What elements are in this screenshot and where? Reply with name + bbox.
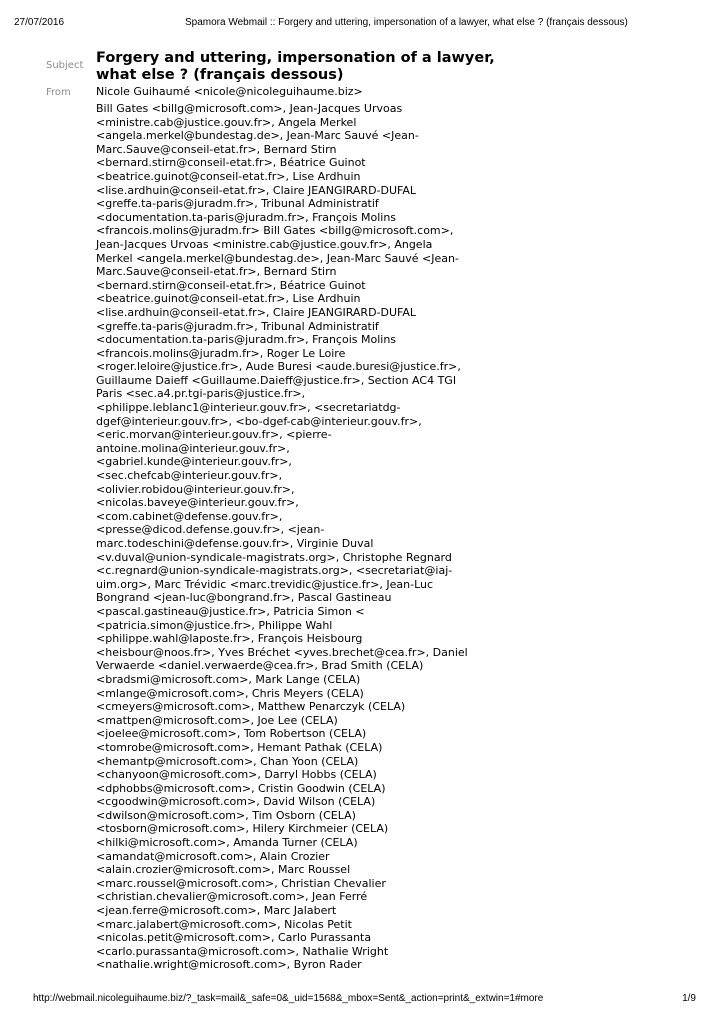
recipient-line: <christian.chevalier@microsoft.com>, Jean Ferré: [96, 890, 368, 904]
recipient-line: <patricia.simon@justice.fr>, Philippe Wahl: [96, 618, 333, 632]
recipient-line: <tosborn@microsoft.com>, Hilery Kirchmeier (CELA): [96, 822, 389, 836]
recipient-line: <gabriel.kunde@interieur.gouv.fr>,: [96, 455, 292, 469]
recipient-list: [96, 102, 476, 972]
print-footer: [33, 993, 696, 1007]
recipient-line: <documentation.ta-paris@juradm.fr>, François Molins: [96, 333, 397, 347]
recipient-line: <v.duval@union-syndicale-magistrats.org>, Christophe Regnard: [96, 550, 452, 564]
recipient-line: <tomrobe@microsoft.com>, Hemant Pathak (CELA): [96, 740, 383, 754]
recipient-line: <c.regnard@union-syndicale-magistrats.org>, <secretariat@iaj-: [96, 564, 453, 578]
recipient-line: <joelee@microsoft.com>, Tom Robertson (CELA): [96, 727, 367, 741]
recipient-line: Marc.Sauve@conseil-etat.fr>, Bernard Stirn: [96, 265, 337, 279]
recipient-line: <chanyoon@microsoft.com>, Darryl Hobbs (CELA): [96, 768, 377, 782]
recipient-line: <carlo.purassanta@microsoft.com>, Nathalie Wright: [96, 944, 389, 958]
recipient-line: Verwaerde <daniel.verwaerde@cea.fr>, Brad Smith (CELA): [96, 659, 424, 673]
recipient-line: <angela.merkel@bundestag.de>, Jean-Marc Sauvé <Jean-: [96, 129, 419, 143]
recipient-line: <mattpen@microsoft.com>, Joe Lee (CELA): [96, 713, 338, 727]
sender-address: Nicole Guihaumé <nicole@nicoleguihaume.biz>: [96, 85, 363, 98]
print-page-title: Spamora Webmail :: Forgery and uttering, impersonation of a lawyer, what else ? (français dessous): [185, 17, 628, 28]
recipient-line: <cmeyers@microsoft.com>, Matthew Penarczyk (CELA): [96, 700, 406, 714]
recipient-line: <francois.molins@juradm.fr>, Roger Le Loire: [96, 346, 346, 360]
recipient-line: <greffe.ta-paris@juradm.fr>, Tribunal Administratif: [96, 197, 379, 211]
recipient-line: <eric.morvan@interieur.gouv.fr>, <pierre-: [96, 428, 332, 442]
print-date: 27/07/2016: [14, 17, 65, 28]
recipient-line: <beatrice.guinot@conseil-etat.fr>, Lise Ardhuin: [96, 292, 361, 306]
recipient-line: <olivier.robidou@interieur.gouv.fr>,: [96, 482, 295, 496]
recipient-line: <bradsmi@microsoft.com>, Mark Lange (CELA): [96, 672, 361, 686]
recipient-line: Jean-Jacques Urvoas <ministre.cab@justice.gouv.fr>, Angela: [96, 237, 433, 251]
recipient-line: <dwilson@microsoft.com>, Tim Osborn (CELA): [96, 808, 356, 822]
recipient-line: <com.cabinet@defense.gouv.fr>,: [96, 509, 283, 523]
recipient-line: <jean.ferre@microsoft.com>, Marc Jalabert: [96, 904, 337, 918]
subject-line: what else ? (français dessous): [96, 67, 344, 83]
recipient-line: <beatrice.guinot@conseil-etat.fr>, Lise Ardhuin: [96, 169, 361, 183]
recipient-line: <heisbour@noos.fr>, Yves Bréchet <yves.brechet@cea.fr>, Daniel: [96, 645, 468, 659]
recipient-line: <greffe.ta-paris@juradm.fr>, Tribunal Administratif: [96, 319, 379, 333]
recipient-line: Guillaume Daieff <Guillaume.Daieff@justice.fr>, Section AC4 TGI: [96, 373, 457, 387]
recipient-line: <marc.jalabert@microsoft.com>, Nicolas Petit: [96, 917, 352, 931]
recipient-line: <dphobbs@microsoft.com>, Cristin Goodwin (CELA): [96, 781, 386, 795]
recipient-line: Bill Gates <billg@microsoft.com>, Jean-Jacques Urvoas: [96, 102, 403, 115]
recipient-line: <lise.ardhuin@conseil-etat.fr>, Claire JEANGIRARD-DUFAL: [96, 183, 417, 197]
recipient-line: Merkel <angela.merkel@bundestag.de>, Jean-Marc Sauvé <Jean-: [96, 251, 459, 265]
recipient-line: Paris <sec.a4.pr.tgi-paris@justice.fr>,: [96, 387, 306, 401]
recipient-line: <lise.ardhuin@conseil-etat.fr>, Claire JEANGIRARD-DUFAL: [96, 305, 417, 319]
print-url: http://webmail.nicoleguihaume.biz/?_task=mail&_safe=0&_uid=1568&_mbox=Sent&_action=print&_extwin=1#more: [33, 993, 544, 1004]
recipient-line: <marc.roussel@microsoft.com>, Christian Chevalier: [96, 876, 386, 890]
recipient-line: <philippe.wahl@laposte.fr>, François Heisbourg: [96, 632, 363, 646]
recipient-line: <nicolas.baveye@interieur.gouv.fr>,: [96, 496, 299, 510]
recipient-line: <hemantp@microsoft.com>, Chan Yoon (CELA): [96, 754, 359, 768]
recipient-line: <pascal.gastineau@justice.fr>, Patricia Simon <: [96, 604, 365, 618]
recipient-line: <nathalie.wright@microsoft.com>, Byron Rader: [96, 958, 362, 972]
page-number: 1/9: [682, 993, 696, 1004]
recipient-line: <presse@dicod.defense.gouv.fr>, <jean-: [96, 523, 325, 537]
subject-line: Forgery and uttering, impersonation of a lawyer,: [96, 50, 495, 66]
recipient-line: uim.org>, Marc Trévidic <marc.trevidic@justice.fr>, Jean-Luc: [96, 577, 434, 591]
recipient-line: Bongrand <jean-luc@bongrand.fr>, Pascal Gastineau: [96, 591, 392, 605]
recipient-line: antoine.molina@interieur.gouv.fr>,: [96, 441, 290, 455]
recipient-line: <sec.chefcab@interieur.gouv.fr>,: [96, 469, 283, 483]
recipient-line: <cgoodwin@microsoft.com>, David Wilson (CELA): [96, 795, 376, 809]
subject-label: Subject: [46, 60, 84, 71]
recipient-line: Marc.Sauve@conseil-etat.fr>, Bernard Stirn: [96, 142, 337, 156]
recipient-line: marc.todeschini@defense.gouv.fr>, Virginie Duval: [96, 537, 374, 550]
recipient-line: <nicolas.petit@microsoft.com>, Carlo Purassanta: [96, 931, 372, 945]
recipient-line: <documentation.ta-paris@juradm.fr>, François Molins: [96, 210, 397, 224]
recipient-line: <bernard.stirn@conseil-etat.fr>, Béatrice Guinot: [96, 156, 366, 170]
recipient-line: <alain.crozier@microsoft.com>, Marc Roussel: [96, 863, 351, 877]
recipient-line: dgef@interieur.gouv.fr>, <bo-dgef-cab@interieur.gouv.fr>,: [96, 414, 422, 428]
recipient-line: <hilki@microsoft.com>, Amanda Turner (CELA): [96, 836, 358, 850]
recipient-line: <francois.molins@juradm.fr> Bill Gates <billg@microsoft.com>,: [96, 224, 454, 238]
from-label: From: [46, 87, 71, 98]
print-header: [14, 17, 710, 31]
recipient-line: <ministre.cab@justice.gouv.fr>, Angela Merkel: [96, 115, 357, 129]
recipient-line: <philippe.leblanc1@interieur.gouv.fr>, <secretariatdg-: [96, 401, 401, 415]
recipient-line: <roger.leloire@justice.fr>, Aude Buresi <aude.buresi@justice.fr>,: [96, 360, 461, 374]
recipient-line: <bernard.stirn@conseil-etat.fr>, Béatrice Guinot: [96, 278, 366, 292]
recipient-line: <mlange@microsoft.com>, Chris Meyers (CELA): [96, 686, 364, 700]
recipient-line: <amandat@microsoft.com>, Alain Crozier: [96, 849, 330, 863]
message-subject: [96, 50, 495, 84]
